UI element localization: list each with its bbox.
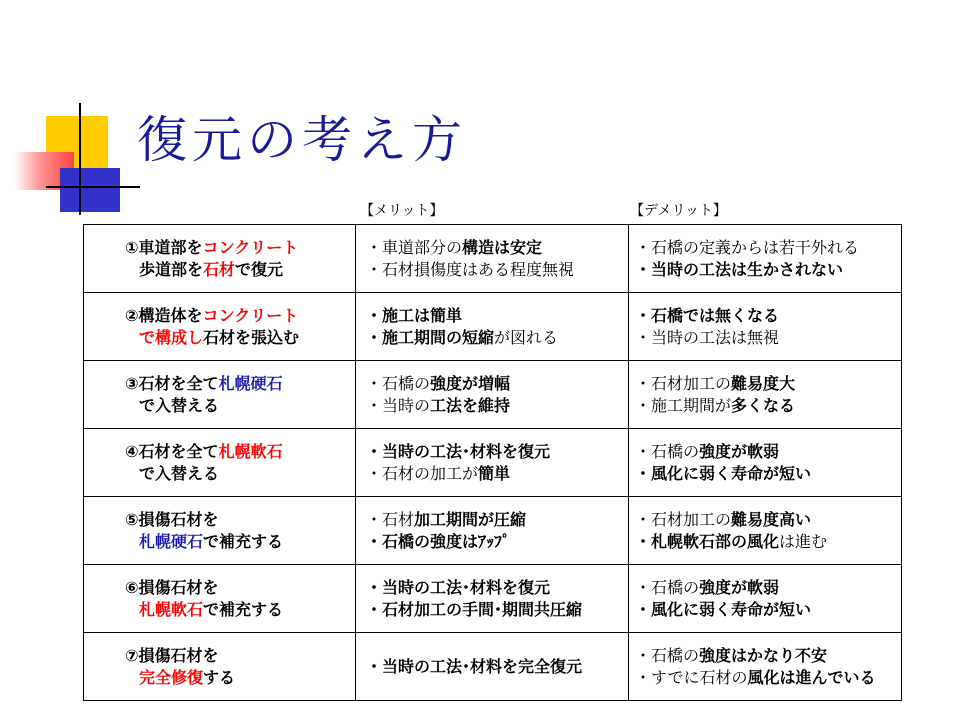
decor-vertical-rule [79,103,81,215]
option-text: で入替える [139,395,220,415]
demerit-text: ・石橋の [635,645,700,665]
merit-emphasis: 構造は安定 [462,237,543,257]
merit-cell [356,429,629,497]
merit-emphasis: ・石材加工の手間･期間共圧縮 [366,599,583,619]
option-text: ①車道部を [125,237,203,257]
merit-cell [356,565,629,633]
merit-emphasis: ・当時の工法･材料を完全復元 [366,656,583,676]
merit-emphasis: 強度が増幅 [430,373,511,393]
option-text: で復元 [235,259,284,279]
option-cell [84,565,356,633]
option-text: ⑦損傷石材を [125,645,219,665]
merit-emphasis: 簡単 [478,463,511,483]
slide-title: 復元の考え方 [137,111,467,169]
option-cell [84,497,356,565]
demerit-emphasis: ・風化に弱く寿命が短い [635,599,812,619]
demerit-emphasis: ・当時の工法は生かされない [635,259,844,279]
merit-emphasis: 工法を維持 [430,395,511,415]
option-text: で補充する [203,599,284,619]
option-highlight: で構成し [139,327,204,347]
option-highlight: 札幌軟石 [218,441,283,461]
option-text: 歩道部を [139,259,204,279]
demerit-emphasis: 強度はかなり不安 [699,645,828,665]
option-cell [84,293,356,361]
table-row [84,565,902,633]
demerit-emphasis: ・風化に弱く寿命が短い [635,463,812,483]
merit-cell [356,497,629,565]
merit-header: 【メリット】 [360,203,444,219]
option-text: ⑥損傷石材を [125,577,219,597]
demerit-cell [629,565,902,633]
demerit-cell [629,497,902,565]
demerit-text: ・石材加工の [635,509,732,529]
merit-emphasis: ・石橋の強度はｱｯﾌﾟ [366,531,511,551]
table-row [84,225,902,293]
decor-horizontal-rule [46,186,140,188]
option-text: で入替える [139,463,220,483]
merit-cell [356,293,629,361]
demerit-emphasis: 難易度大 [731,373,796,393]
merit-cell [356,633,629,701]
demerit-emphasis: ・札幌軟石部の風化 [635,531,780,551]
demerit-text: ・石橋の定義からは若干外れる [635,237,860,257]
merit-text: ・当時の [366,395,431,415]
option-highlight: コンクリート [202,305,299,325]
option-highlight: 札幌軟石 [139,599,204,619]
options-table [83,224,902,701]
merit-emphasis: ・施工期間の [366,327,463,347]
option-highlight: コンクリート [202,237,299,257]
decor-blue-square [60,168,120,212]
option-cell [84,225,356,293]
merit-emphasis: ・当時の工法･材料を復元 [366,577,551,597]
option-highlight: 札幌硬石 [139,531,204,551]
demerit-emphasis: 強度が軟弱 [699,441,780,461]
option-text: ④石材を全て [125,441,219,461]
table-row [84,497,902,565]
demerit-emphasis: 多くなる [731,395,796,415]
option-text: ③石材を全て [125,373,219,393]
demerit-cell [629,225,902,293]
demerit-text: ・石橋の [635,441,700,461]
merit-emphasis: 加工期間が圧縮 [414,509,527,529]
demerit-cell [629,293,902,361]
demerit-text: は進む [779,531,828,551]
demerit-cell [629,361,902,429]
option-highlight: 石材 [203,259,236,279]
demerit-text: ・施工期間が [635,395,732,415]
demerit-text: ・すでに石材の [635,667,748,687]
merit-text: ・石材 [366,509,415,529]
merit-text: ・車道部分の [366,237,463,257]
option-highlight: 完全修復 [139,667,204,687]
option-text: ②構造体を [125,305,203,325]
demerit-emphasis: ・石橋では無くなる [635,305,780,325]
merit-emphasis: 短縮 [462,327,495,347]
table-row [84,429,902,497]
option-cell [84,361,356,429]
merit-text: ・石橋の [366,373,431,393]
option-text: 石材を張込む [203,327,300,347]
demerit-emphasis: 風化は進んでいる [747,667,876,687]
option-text: する [203,667,236,687]
demerit-cell [629,429,902,497]
demerit-emphasis: 強度が軟弱 [699,577,780,597]
merit-text: ・石材損傷度はある程度無視 [366,259,575,279]
merit-cell [356,225,629,293]
merit-cell [356,361,629,429]
merit-text: が図れる [494,327,559,347]
demerit-text: ・石材加工の [635,373,732,393]
demerit-cell [629,633,902,701]
merit-emphasis: ・当時の工法･材料を復元 [366,441,551,461]
option-cell [84,633,356,701]
option-text: ⑤損傷石材を [125,509,219,529]
option-text: で補充する [203,531,284,551]
merit-emphasis: ・施工は簡単 [366,305,463,325]
demerit-text: ・当時の工法は無視 [635,327,780,347]
table-row [84,293,902,361]
demerit-emphasis: 難易度高い [731,509,812,529]
option-cell [84,429,356,497]
demerit-header: 【デメリット】 [630,203,727,219]
table-row [84,633,902,701]
table-row [84,361,902,429]
demerit-text: ・石橋の [635,577,700,597]
merit-text: ・石材の加工が [366,463,479,483]
option-highlight: 札幌硬石 [218,373,283,393]
